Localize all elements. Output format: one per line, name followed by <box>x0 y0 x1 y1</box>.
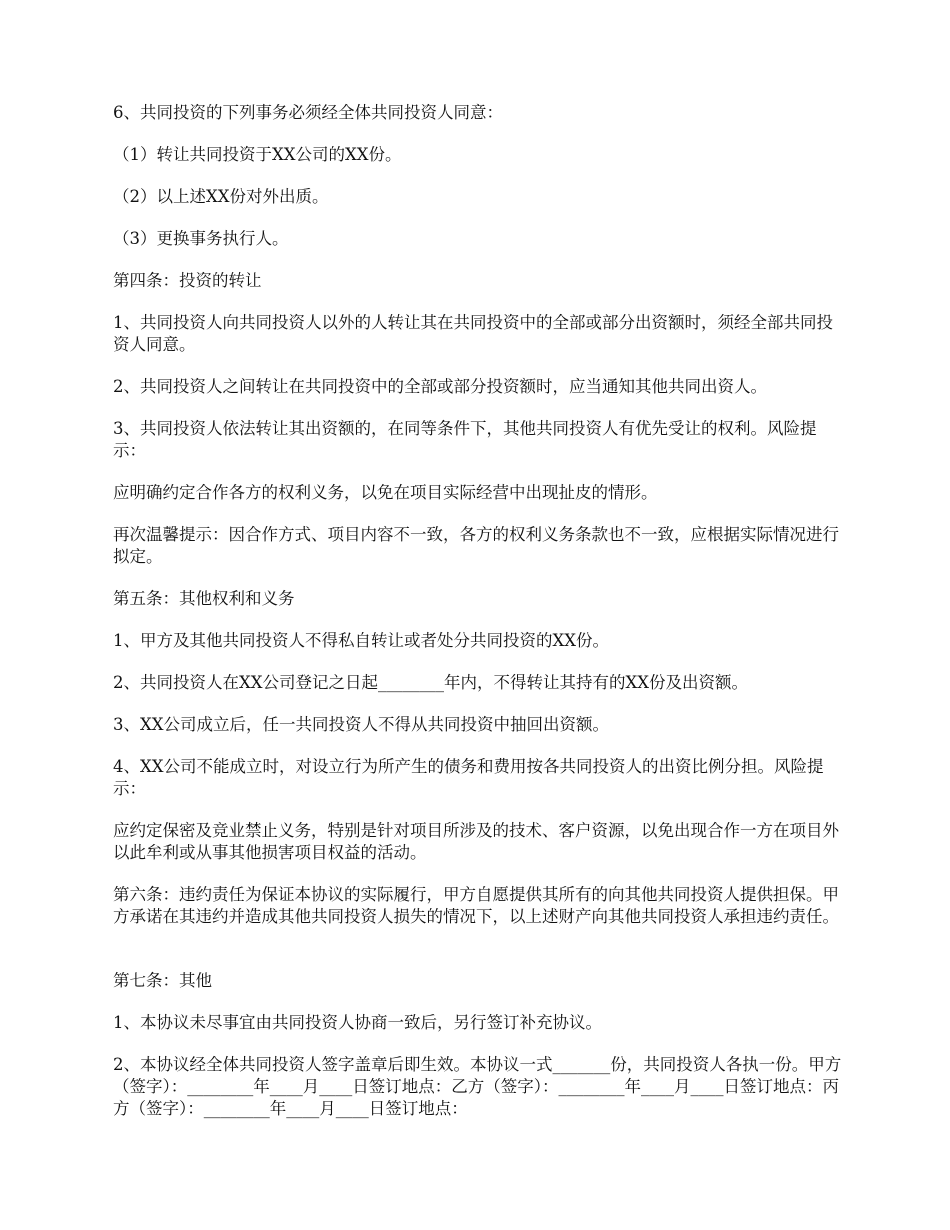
paragraph-20: 2、本协议经全体共同投资人签字盖章后即生效。本协议一式_______份，共同投资人各执一份。甲方（签字）：________年____月____日签订地点：乙方（签字）：________年____月____日签订地点：丙方（签字）：________年____月____日签订地点： <box>113 1055 842 1118</box>
paragraph-19: 1、本协议未尽事宜由共同投资人协商一致后，另行签订补充协议。 <box>113 1013 602 1032</box>
paragraph-2: （1）转让共同投资于XX公司的XX份。 <box>113 145 402 164</box>
paragraph-1: 6、共同投资的下列事务必须经全体共同投资人同意： <box>113 103 503 122</box>
paragraph-16: 应约定保密及竞业禁止义务，特别是针对项目所涉及的技术、客户资源，以免出现合作一方在项目外以此牟利或从事其他损害项目权益的活动。 <box>113 821 839 862</box>
paragraph-6: 1、共同投资人向共同投资人以外的人转让其在共同投资中的全部或部分出资额时，须经全部共同投资人同意。 <box>113 313 833 354</box>
paragraph-10: 再次温馨提示：因合作方式、项目内容不一致，各方的权利义务条款也不一致，应根据实际情况进行拟定。 <box>113 525 839 566</box>
paragraph-14: 3、XX公司成立后，任一共同投资人不得从共同投资中抽回出资额。 <box>113 715 609 734</box>
paragraph-12: 1、甲方及其他共同投资人不得私自转让或者处分共同投资的XX份。 <box>113 631 609 650</box>
section-heading-5: 第五条：其他权利和义务 <box>113 589 295 608</box>
paragraph-17: 第六条：违约责任为保证本协议的实际履行，甲方自愿提供其所有的向其他共同投资人提供担保。甲方承诺在其违约并造成其他共同投资人损失的情况下，以上述财产向其他共同投资人承担违约责任。 <box>113 885 839 926</box>
paragraph-7: 2、共同投资人之间转让在共同投资中的全部或部分投资额时，应当通知其他共同出资人。 <box>113 377 767 396</box>
paragraph-13: 2、共同投资人在XX公司登记之日起________年内，不得转让其持有的XX份及出资额。 <box>113 673 748 692</box>
paragraph-9: 应明确约定合作各方的权利义务，以免在项目实际经营中出现扯皮的情形。 <box>113 483 658 502</box>
paragraph-4: （3）更换事务执行人。 <box>113 229 289 248</box>
paragraph-8: 3、共同投资人依法转让其出资额的，在同等条件下，其他共同投资人有优先受让的权利。风险提示： <box>113 419 817 460</box>
section-heading-7: 第七条：其他 <box>113 971 212 990</box>
paragraph-15: 4、XX公司不能成立时，对设立行为所产生的债务和费用按各共同投资人的出资比例分担。风险提示： <box>113 757 824 798</box>
paragraph-3: （2）以上述XX份对外出质。 <box>113 187 329 206</box>
section-heading-4: 第四条：投资的转让 <box>113 271 262 290</box>
